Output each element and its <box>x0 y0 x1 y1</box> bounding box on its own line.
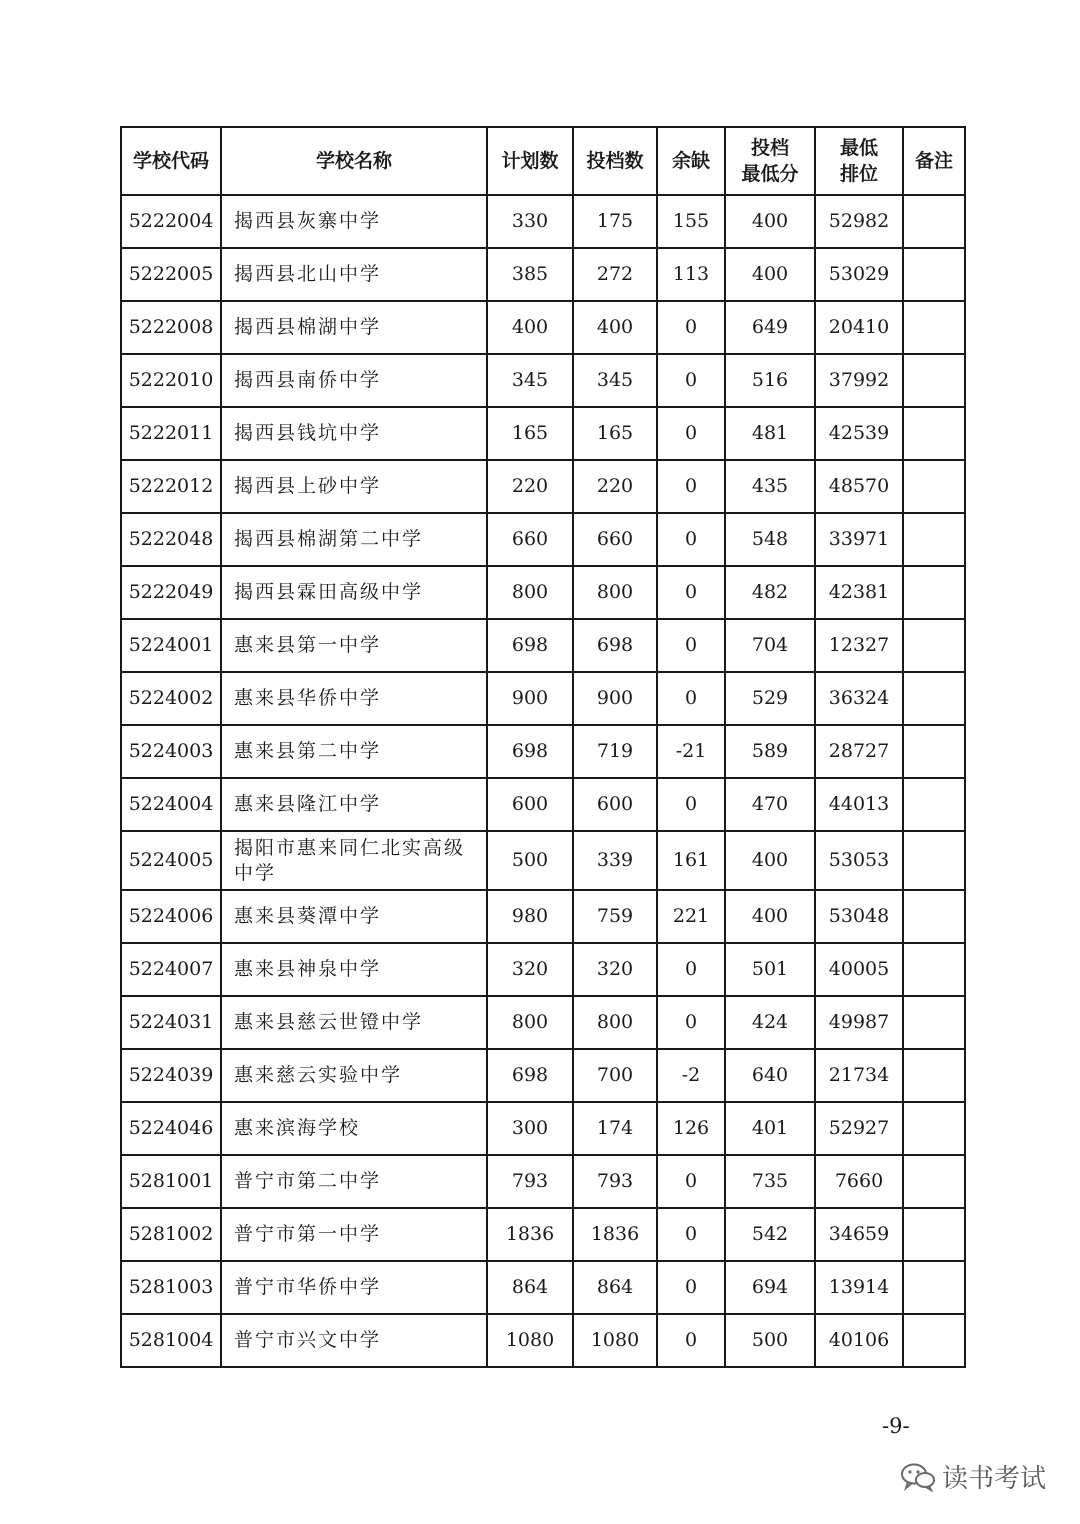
cell-gap: -21 <box>657 725 725 778</box>
cell-min-score: 500 <box>725 1314 815 1367</box>
wechat-icon <box>900 1462 936 1492</box>
cell-min-rank: 36324 <box>815 672 903 725</box>
cell-min-rank: 40106 <box>815 1314 903 1367</box>
cell-note <box>903 996 965 1049</box>
table-header-row <box>121 127 965 195</box>
cell-gap: 0 <box>657 354 725 407</box>
cell-admitted-count: 800 <box>573 566 657 619</box>
header-plan-count: 计划数 <box>487 127 573 195</box>
cell-note <box>903 407 965 460</box>
cell-school-name: 惠来滨海学校 <box>221 1102 487 1155</box>
cell-school-code: 5224003 <box>121 725 221 778</box>
table-row <box>121 1155 965 1208</box>
cell-note <box>903 460 965 513</box>
header-gap: 余缺 <box>657 127 725 195</box>
header-admitted-count: 投档数 <box>573 127 657 195</box>
cell-min-rank: 33971 <box>815 513 903 566</box>
cell-admitted-count: 900 <box>573 672 657 725</box>
table-row <box>121 831 965 890</box>
cell-gap: 0 <box>657 1261 725 1314</box>
table-row <box>121 195 965 248</box>
header-min-rank-line2: 排位 <box>839 163 878 185</box>
cell-gap: 0 <box>657 566 725 619</box>
cell-min-score: 400 <box>725 248 815 301</box>
cell-school-name: 惠来慈云实验中学 <box>221 1049 487 1102</box>
cell-note <box>903 1049 965 1102</box>
cell-school-name: 揭西县北山中学 <box>221 248 487 301</box>
cell-school-name: 揭西县棉湖中学 <box>221 301 487 354</box>
cell-admitted-count: 174 <box>573 1102 657 1155</box>
cell-note <box>903 1261 965 1314</box>
cell-min-score: 640 <box>725 1049 815 1102</box>
table-row <box>121 460 965 513</box>
cell-note <box>903 354 965 407</box>
cell-gap: 0 <box>657 1155 725 1208</box>
cell-school-name: 惠来县第一中学 <box>221 619 487 672</box>
cell-gap: 0 <box>657 1208 725 1261</box>
cell-school-name: 普宁市兴文中学 <box>221 1314 487 1367</box>
cell-admitted-count: 175 <box>573 195 657 248</box>
cell-school-name: 惠来县第二中学 <box>221 725 487 778</box>
cell-min-score: 481 <box>725 407 815 460</box>
header-min-rank-line1: 最低 <box>839 137 878 159</box>
watermark-text: 读书考试 <box>942 1464 1047 1494</box>
cell-min-score: 704 <box>725 619 815 672</box>
cell-school-code: 5224004 <box>121 778 221 831</box>
watermark <box>900 1458 1046 1495</box>
cell-plan-count: 400 <box>487 301 573 354</box>
cell-min-score: 548 <box>725 513 815 566</box>
cell-plan-count: 980 <box>487 890 573 943</box>
cell-school-name: 揭西县霖田高级中学 <box>221 566 487 619</box>
cell-gap: -2 <box>657 1049 725 1102</box>
cell-admitted-count: 400 <box>573 301 657 354</box>
table-row <box>121 996 965 1049</box>
cell-gap: 126 <box>657 1102 725 1155</box>
cell-min-score: 694 <box>725 1261 815 1314</box>
cell-admitted-count: 220 <box>573 460 657 513</box>
cell-admitted-count: 1080 <box>573 1314 657 1367</box>
cell-min-rank: 7660 <box>815 1155 903 1208</box>
cell-school-code: 5222008 <box>121 301 221 354</box>
cell-plan-count: 385 <box>487 248 573 301</box>
table-row <box>121 1261 965 1314</box>
cell-admitted-count: 165 <box>573 407 657 460</box>
cell-gap: 161 <box>657 831 725 890</box>
cell-school-code: 5224039 <box>121 1049 221 1102</box>
cell-admitted-count: 1836 <box>573 1208 657 1261</box>
header-school-name: 学校名称 <box>221 127 487 195</box>
cell-plan-count: 800 <box>487 566 573 619</box>
cell-note <box>903 566 965 619</box>
cell-gap: 0 <box>657 407 725 460</box>
table-row <box>121 1102 965 1155</box>
cell-min-score: 501 <box>725 943 815 996</box>
cell-school-name: 揭西县钱坑中学 <box>221 407 487 460</box>
cell-min-score: 400 <box>725 890 815 943</box>
table-row <box>121 513 965 566</box>
cell-min-score: 424 <box>725 996 815 1049</box>
cell-plan-count: 793 <box>487 1155 573 1208</box>
table-row <box>121 778 965 831</box>
cell-gap: 221 <box>657 890 725 943</box>
cell-min-rank: 12327 <box>815 619 903 672</box>
cell-school-code: 5222049 <box>121 566 221 619</box>
cell-min-rank: 28727 <box>815 725 903 778</box>
cell-school-code: 5224002 <box>121 672 221 725</box>
cell-school-name: 惠来县神泉中学 <box>221 943 487 996</box>
cell-min-rank: 49987 <box>815 996 903 1049</box>
cell-note <box>903 248 965 301</box>
cell-school-name: 惠来县葵潭中学 <box>221 890 487 943</box>
cell-plan-count: 698 <box>487 619 573 672</box>
cell-min-score: 401 <box>725 1102 815 1155</box>
cell-min-rank: 34659 <box>815 1208 903 1261</box>
cell-school-name: 普宁市华侨中学 <box>221 1261 487 1314</box>
cell-admitted-count: 864 <box>573 1261 657 1314</box>
table-body <box>121 195 965 1367</box>
cell-plan-count: 698 <box>487 725 573 778</box>
cell-min-score: 542 <box>725 1208 815 1261</box>
cell-plan-count: 800 <box>487 996 573 1049</box>
cell-admitted-count: 793 <box>573 1155 657 1208</box>
cell-min-rank: 21734 <box>815 1049 903 1102</box>
cell-min-score: 649 <box>725 301 815 354</box>
cell-min-rank: 53053 <box>815 831 903 890</box>
cell-min-score: 589 <box>725 725 815 778</box>
cell-min-score: 400 <box>725 195 815 248</box>
table-row <box>121 943 965 996</box>
cell-min-score: 516 <box>725 354 815 407</box>
table-row <box>121 407 965 460</box>
page-number: -9- <box>882 1414 910 1438</box>
cell-note <box>903 1155 965 1208</box>
table-row <box>121 301 965 354</box>
cell-note <box>903 672 965 725</box>
cell-gap: 0 <box>657 778 725 831</box>
cell-school-name: 惠来县慈云世镫中学 <box>221 996 487 1049</box>
cell-school-code: 5222048 <box>121 513 221 566</box>
cell-school-code: 5222011 <box>121 407 221 460</box>
cell-school-code: 5222005 <box>121 248 221 301</box>
cell-note <box>903 1208 965 1261</box>
cell-school-code: 5224007 <box>121 943 221 996</box>
cell-gap: 0 <box>657 1314 725 1367</box>
cell-school-code: 5222010 <box>121 354 221 407</box>
table-row <box>121 1314 965 1367</box>
cell-admitted-count: 320 <box>573 943 657 996</box>
cell-plan-count: 1836 <box>487 1208 573 1261</box>
cell-plan-count: 660 <box>487 513 573 566</box>
cell-note <box>903 890 965 943</box>
cell-school-code: 5222012 <box>121 460 221 513</box>
cell-school-code: 5281004 <box>121 1314 221 1367</box>
table-row <box>121 725 965 778</box>
cell-admitted-count: 600 <box>573 778 657 831</box>
cell-gap: 0 <box>657 943 725 996</box>
table-row <box>121 1049 965 1102</box>
cell-plan-count: 900 <box>487 672 573 725</box>
cell-plan-count: 600 <box>487 778 573 831</box>
cell-min-score: 482 <box>725 566 815 619</box>
cell-school-name: 惠来县隆江中学 <box>221 778 487 831</box>
cell-admitted-count: 339 <box>573 831 657 890</box>
cell-school-code: 5224046 <box>121 1102 221 1155</box>
cell-gap: 0 <box>657 460 725 513</box>
cell-min-score: 529 <box>725 672 815 725</box>
cell-note <box>903 195 965 248</box>
cell-min-rank: 42539 <box>815 407 903 460</box>
header-min-rank <box>815 127 903 195</box>
cell-min-rank: 20410 <box>815 301 903 354</box>
admission-score-table <box>120 126 966 1368</box>
cell-school-code: 5224031 <box>121 996 221 1049</box>
cell-min-rank: 52927 <box>815 1102 903 1155</box>
cell-plan-count: 300 <box>487 1102 573 1155</box>
table-row <box>121 248 965 301</box>
table-row <box>121 619 965 672</box>
cell-note <box>903 1314 965 1367</box>
cell-gap: 0 <box>657 996 725 1049</box>
cell-note <box>903 831 965 890</box>
cell-note <box>903 619 965 672</box>
cell-note <box>903 301 965 354</box>
table-row <box>121 672 965 725</box>
cell-plan-count: 320 <box>487 943 573 996</box>
cell-school-code: 5224006 <box>121 890 221 943</box>
table-row <box>121 354 965 407</box>
cell-admitted-count: 345 <box>573 354 657 407</box>
cell-school-code: 5224001 <box>121 619 221 672</box>
header-min-score-line1: 投档 <box>750 137 789 159</box>
cell-note <box>903 1102 965 1155</box>
cell-gap: 0 <box>657 672 725 725</box>
cell-gap: 0 <box>657 619 725 672</box>
cell-min-score: 470 <box>725 778 815 831</box>
cell-min-rank: 52982 <box>815 195 903 248</box>
cell-plan-count: 165 <box>487 407 573 460</box>
cell-min-rank: 53029 <box>815 248 903 301</box>
table-row <box>121 890 965 943</box>
header-min-score <box>725 127 815 195</box>
cell-admitted-count: 800 <box>573 996 657 1049</box>
cell-school-name: 普宁市第一中学 <box>221 1208 487 1261</box>
cell-min-score: 435 <box>725 460 815 513</box>
cell-min-rank: 40005 <box>815 943 903 996</box>
cell-admitted-count: 759 <box>573 890 657 943</box>
header-school-code: 学校代码 <box>121 127 221 195</box>
cell-min-rank: 42381 <box>815 566 903 619</box>
cell-plan-count: 500 <box>487 831 573 890</box>
header-min-score-line2: 最低分 <box>741 163 799 185</box>
cell-school-name: 揭西县上砂中学 <box>221 460 487 513</box>
cell-note <box>903 513 965 566</box>
cell-admitted-count: 660 <box>573 513 657 566</box>
cell-plan-count: 698 <box>487 1049 573 1102</box>
cell-gap: 113 <box>657 248 725 301</box>
cell-min-rank: 48570 <box>815 460 903 513</box>
cell-admitted-count: 719 <box>573 725 657 778</box>
cell-school-name: 揭西县南侨中学 <box>221 354 487 407</box>
cell-plan-count: 345 <box>487 354 573 407</box>
cell-gap: 0 <box>657 513 725 566</box>
table-row <box>121 1208 965 1261</box>
cell-gap: 0 <box>657 301 725 354</box>
header-note: 备注 <box>903 127 965 195</box>
cell-school-code: 5281001 <box>121 1155 221 1208</box>
cell-min-score: 400 <box>725 831 815 890</box>
cell-school-code: 5281002 <box>121 1208 221 1261</box>
cell-admitted-count: 700 <box>573 1049 657 1102</box>
cell-school-name: 揭西县灰寨中学 <box>221 195 487 248</box>
cell-note <box>903 943 965 996</box>
cell-min-rank: 53048 <box>815 890 903 943</box>
cell-school-code: 5281003 <box>121 1261 221 1314</box>
cell-min-rank: 13914 <box>815 1261 903 1314</box>
cell-note <box>903 725 965 778</box>
cell-note <box>903 778 965 831</box>
cell-plan-count: 864 <box>487 1261 573 1314</box>
cell-school-name: 揭阳市惠来同仁北实高级中学 <box>221 831 487 890</box>
cell-admitted-count: 272 <box>573 248 657 301</box>
cell-plan-count: 330 <box>487 195 573 248</box>
cell-plan-count: 1080 <box>487 1314 573 1367</box>
cell-gap: 155 <box>657 195 725 248</box>
table-row <box>121 566 965 619</box>
cell-school-name: 惠来县华侨中学 <box>221 672 487 725</box>
cell-school-name: 普宁市第二中学 <box>221 1155 487 1208</box>
cell-school-code: 5222004 <box>121 195 221 248</box>
cell-plan-count: 220 <box>487 460 573 513</box>
cell-min-rank: 44013 <box>815 778 903 831</box>
cell-admitted-count: 698 <box>573 619 657 672</box>
cell-school-name: 揭西县棉湖第二中学 <box>221 513 487 566</box>
cell-min-rank: 37992 <box>815 354 903 407</box>
cell-school-code: 5224005 <box>121 831 221 890</box>
cell-min-score: 735 <box>725 1155 815 1208</box>
